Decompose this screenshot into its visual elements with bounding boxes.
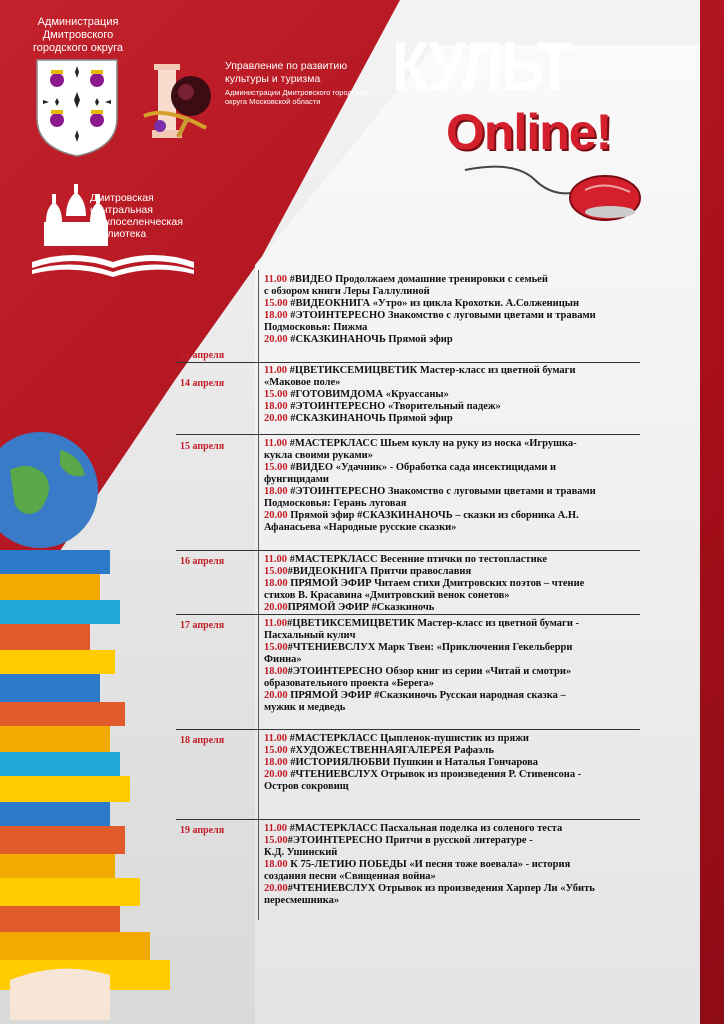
- event-line: [264, 871, 664, 883]
- event-time: 20.00: [264, 602, 288, 613]
- event-line: [264, 769, 664, 781]
- day-events: [264, 274, 664, 346]
- event-line: [264, 462, 664, 474]
- event-line: [264, 590, 664, 602]
- event-line: [264, 702, 664, 714]
- day-date: 13 апреля: [180, 350, 225, 361]
- event-line: [264, 781, 664, 793]
- event-line: [264, 401, 664, 413]
- library-title: Дмитровская центральная межпоселенческая библиотека: [90, 192, 183, 240]
- event-line: [264, 322, 664, 334]
- day-separator: [176, 362, 640, 363]
- event-text: кукла своими руками»: [264, 450, 373, 461]
- day-date: 19 апреля: [180, 825, 225, 836]
- event-line: [264, 733, 664, 745]
- day-separator: [176, 614, 640, 615]
- culture-department-subtitle: Администрации Дмитровского городского округа Московской области: [225, 88, 370, 106]
- event-line: [264, 823, 664, 835]
- event-line: [264, 377, 664, 389]
- event-time: 18.00: [264, 666, 288, 677]
- administration-title: Администрация Дмитровского городского округа: [32, 16, 124, 54]
- event-line: [264, 757, 664, 769]
- event-line: [264, 522, 664, 534]
- event-line: [264, 883, 664, 895]
- event-text: #ЦВЕТИКСЕМИЦВЕТИК Мастер-класс из цветной бумаги: [287, 365, 576, 376]
- event-text: Прямой эфир #СКАЗКИНАНОЧЬ – сказки из сборника А.Н.: [287, 510, 579, 521]
- event-text: #ВИДЕО Продолжаем домашние тренировки с семьей: [287, 274, 548, 285]
- event-time: 20.00: [264, 769, 288, 780]
- event-line: [264, 334, 664, 346]
- event-time: 18.00: [264, 757, 288, 768]
- event-time: 11.00: [264, 618, 288, 629]
- event-line: [264, 274, 664, 286]
- event-time: 11.00: [264, 365, 288, 376]
- event-line: [264, 413, 664, 425]
- event-text: мужик и медведь: [264, 702, 346, 713]
- event-line: [264, 745, 664, 757]
- event-line: [264, 438, 664, 450]
- event-text: образовательного проекта «Берега»: [264, 678, 434, 689]
- event-text: #ВИДЕОКНИГА Притчи православия: [287, 566, 472, 577]
- event-line: [264, 389, 664, 401]
- event-line: [264, 298, 664, 310]
- day-events: [264, 365, 664, 425]
- event-line: [264, 486, 664, 498]
- event-time: 18.00: [264, 310, 288, 321]
- event-text: #МАСТЕРКЛАСС Цыпленок-пушистик из пряжи: [287, 733, 529, 744]
- event-text: #ИСТОРИЯЛЮБВИ Пушкин и Наталья Гончарова: [287, 757, 539, 768]
- event-text: ПРЯМОЙ ЭФИР #Сказкиночь: [287, 602, 435, 613]
- day-separator: [176, 729, 640, 730]
- event-line: [264, 678, 664, 690]
- event-text: #МАСТЕРКЛАСС Весенние птички по тестопластике: [287, 554, 548, 565]
- event-line: [264, 642, 664, 654]
- event-line: [264, 847, 664, 859]
- event-text: #ЭТОИНТЕРЕСНО Притчи в русской литературе -: [287, 835, 533, 846]
- event-time: 11.00: [264, 733, 288, 744]
- day-events: [264, 554, 664, 614]
- day-date: 17 апреля: [180, 620, 225, 631]
- event-line: [264, 510, 664, 522]
- coat-of-arms-icon: [35, 58, 119, 158]
- event-line: [264, 654, 664, 666]
- event-time: 15.00: [264, 642, 288, 653]
- books-and-globe-illustration: [0, 420, 200, 1024]
- event-text: #СКАЗКИНАНОЧЬ Прямой эфир: [287, 413, 453, 424]
- culture-department-logo-icon: [136, 56, 216, 151]
- event-text: с обзором книги Леры Галлулиной: [264, 286, 430, 297]
- day-events: [264, 618, 664, 714]
- event-text: К 75-ЛЕТИЮ ПОБЕДЫ «И песня тоже воевала» - история: [287, 859, 571, 870]
- day-events: [264, 733, 664, 793]
- event-text: Афанасьева «Народные русские сказки»: [264, 522, 457, 533]
- online-title: Online!: [446, 104, 612, 160]
- computer-mouse-icon: [455, 150, 645, 230]
- event-text: #ЧТЕНИЕВСЛУХ Отрывок из произведения Р. Стивенсона -: [287, 769, 582, 780]
- event-text: #ЦВЕТИКСЕМИЦВЕТИК Мастер-класс из цветной бумаги -: [287, 618, 579, 629]
- event-time: 15.00: [264, 462, 288, 473]
- day-date: 14 апреля: [180, 378, 225, 389]
- event-time: 11.00: [264, 554, 288, 565]
- event-text: фунгицидами: [264, 474, 329, 485]
- event-text: #ЭТОИНТЕРЕСНО «Творительный падеж»: [287, 401, 501, 412]
- event-time: 20.00: [264, 413, 288, 424]
- day-date: 16 апреля: [180, 556, 225, 567]
- event-line: [264, 286, 664, 298]
- event-text: #ВИДЕО «Удачник» - Обработка сада инсектицидами и: [287, 462, 557, 473]
- event-time: 15.00: [264, 745, 288, 756]
- event-time: 11.00: [264, 823, 288, 834]
- event-line: [264, 835, 664, 847]
- event-text: ПРЯМОЙ ЭФИР #Сказкиночь Русская народная сказка –: [287, 690, 566, 701]
- event-text: Подмосковья: Герань луговая: [264, 498, 407, 509]
- day-date: 18 апреля: [180, 735, 225, 746]
- event-text: #ЭТОИНТЕРЕСНО Знакомство с луговыми цветами и травами: [287, 486, 596, 497]
- event-time: 11.00: [264, 274, 288, 285]
- event-text: #МАСТЕРКЛАСС Пасхальная поделка из соленого теста: [287, 823, 563, 834]
- event-text: #ХУДОЖЕСТВЕННАЯГАЛЕРЕЯ Рафаэль: [287, 745, 494, 756]
- event-line: [264, 666, 664, 678]
- day-separator: [176, 819, 640, 820]
- event-line: [264, 578, 664, 590]
- event-time: 15.00: [264, 389, 288, 400]
- event-text: пересмешника»: [264, 895, 340, 906]
- event-text: «Маковое поле»: [264, 377, 341, 388]
- event-text: #ЭТОИНТЕРЕСНО Обзор книг из серии «Читай и смотри»: [287, 666, 572, 677]
- event-text: #ЧТЕНИЕВСЛУХ Марк Твен: «Приключения Гекельберри: [287, 642, 573, 653]
- event-time: 20.00: [264, 690, 288, 701]
- event-line: [264, 895, 664, 907]
- event-line: [264, 474, 664, 486]
- event-text: Подмосковья: Пижма: [264, 322, 368, 333]
- event-text: Остров сокровищ: [264, 781, 349, 792]
- event-text: ПРЯМОЙ ЭФИР Читаем стихи Дмитровских поэтов – чтение: [287, 578, 585, 589]
- day-separator: [176, 434, 640, 435]
- event-text: #ЧТЕНИЕВСЛУХ Отрывок из произведения Харпер Ли «Убить: [287, 883, 595, 894]
- event-time: 15.00: [264, 298, 288, 309]
- day-separator: [176, 550, 640, 551]
- event-time: 20.00: [264, 883, 288, 894]
- event-line: [264, 498, 664, 510]
- event-text: #МАСТЕРКЛАСС Шьем куклу на руку из носка «Игрушка-: [287, 438, 577, 449]
- event-text: #ГОТОВИМДОМА «Круассаны»: [287, 389, 449, 400]
- event-time: 20.00: [264, 510, 288, 521]
- event-line: [264, 365, 664, 377]
- event-line: [264, 450, 664, 462]
- event-text: #ВИДЕОКНИГА «Утро» из цикла Крохотки. А.Солженицын: [287, 298, 580, 309]
- event-text: создания песни «Священная война»: [264, 871, 436, 882]
- vertical-divider: [258, 270, 259, 920]
- event-time: 18.00: [264, 578, 288, 589]
- event-line: [264, 859, 664, 871]
- day-date: 15 апреля: [180, 441, 225, 452]
- event-time: 18.00: [264, 859, 288, 870]
- event-line: [264, 630, 664, 642]
- day-events: [264, 823, 664, 907]
- event-line: [264, 690, 664, 702]
- event-text: Пасхальный кулич: [264, 630, 356, 641]
- event-line: [264, 566, 664, 578]
- event-text: К.Д. Ушинский: [264, 847, 338, 858]
- event-line: [264, 310, 664, 322]
- event-line: [264, 618, 664, 630]
- event-text: Финна»: [264, 654, 302, 665]
- event-line: [264, 602, 664, 614]
- event-time: 18.00: [264, 486, 288, 497]
- event-line: [264, 554, 664, 566]
- kult-title: КУЛЬТ: [392, 27, 571, 105]
- event-time: 15.00: [264, 835, 288, 846]
- event-text: #СКАЗКИНАНОЧЬ Прямой эфир: [287, 334, 453, 345]
- event-text: #ЭТОИНТЕРЕСНО Знакомство с луговыми цветами и травами: [287, 310, 596, 321]
- event-time: 15.00: [264, 566, 288, 577]
- day-events: [264, 438, 664, 534]
- event-text: стихов В. Красавина «Дмитровский венок сонетов»: [264, 590, 510, 601]
- event-time: 18.00: [264, 401, 288, 412]
- event-time: 20.00: [264, 334, 288, 345]
- event-time: 11.00: [264, 438, 288, 449]
- culture-department-title: Управление по развитию культуры и туризма: [225, 60, 348, 85]
